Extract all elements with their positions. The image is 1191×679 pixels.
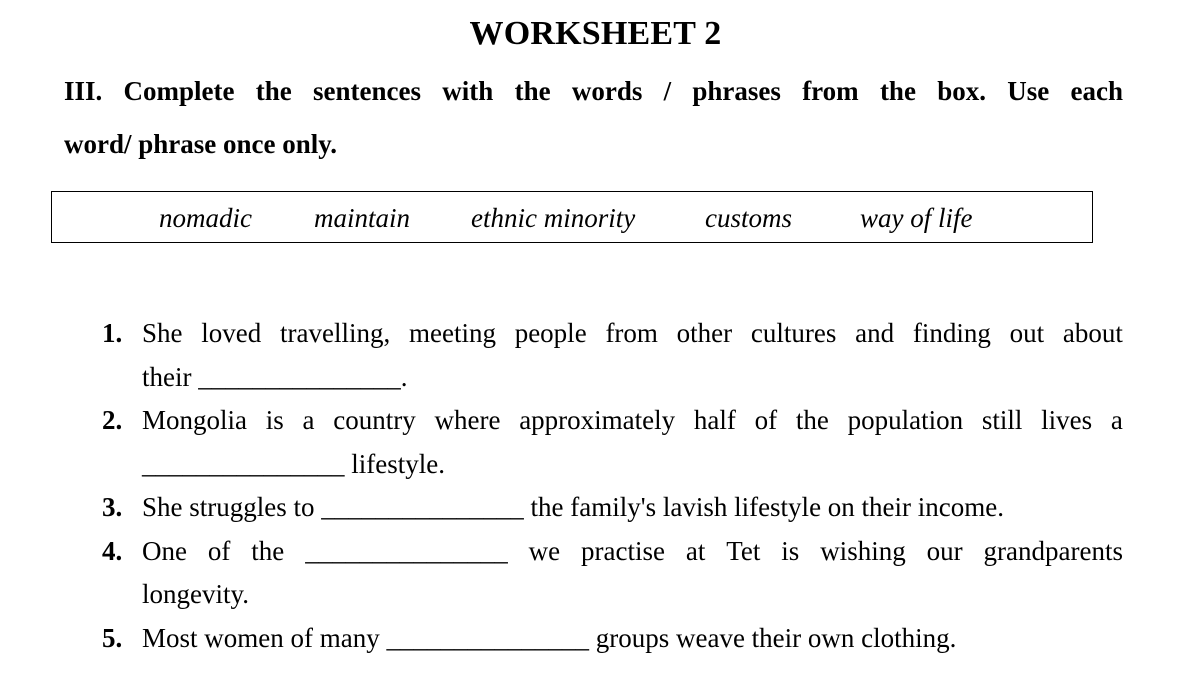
exercise-item bbox=[102, 486, 1123, 530]
word-box bbox=[51, 191, 1093, 243]
exercise-number: 2. bbox=[102, 405, 123, 435]
exercise-number: 5. bbox=[102, 622, 123, 653]
worksheet-title: WORKSHEET 2 bbox=[469, 15, 722, 52]
exercise-number: 4. bbox=[102, 535, 123, 566]
word-box-item: ethnic minority bbox=[471, 203, 636, 233]
instruction-line-2: word/ phrase once only. bbox=[64, 129, 338, 159]
exercise-item bbox=[102, 312, 1123, 399]
exercise-line: She loved travelling, meeting people from other cultures and finding out about bbox=[142, 318, 1123, 348]
instruction-line-1: III. Complete the sentences with the words / phrases from the box. Use each bbox=[64, 76, 1123, 106]
exercise-line: longevity. bbox=[142, 579, 249, 609]
exercise-line: their _______________. bbox=[142, 361, 408, 392]
exercise-item bbox=[102, 617, 1123, 661]
exercise-line: Mongolia is a country where approximately half of the population still lives a bbox=[142, 405, 1123, 435]
exercise-item bbox=[102, 399, 1123, 486]
exercise-number: 3. bbox=[102, 492, 123, 522]
word-box-item: customs bbox=[705, 203, 792, 233]
word-box-item: way of life bbox=[860, 203, 973, 233]
word-box-item: maintain bbox=[314, 203, 411, 233]
exercise-item bbox=[102, 530, 1123, 617]
exercise-line: Most women of many _______________ groups weave their own clothing. bbox=[142, 622, 957, 653]
instruction-text bbox=[64, 65, 1123, 171]
word-box-item: nomadic bbox=[159, 203, 252, 233]
exercise-list bbox=[102, 312, 1123, 660]
exercise-line: One of the _______________ we practise at Tet is wishing our grandparents bbox=[142, 535, 1123, 566]
exercise-line: _______________ lifestyle. bbox=[142, 448, 445, 479]
exercise-number: 1. bbox=[102, 318, 123, 348]
exercise-line: She struggles to _______________ the family's lavish lifestyle on their income. bbox=[142, 492, 1004, 522]
